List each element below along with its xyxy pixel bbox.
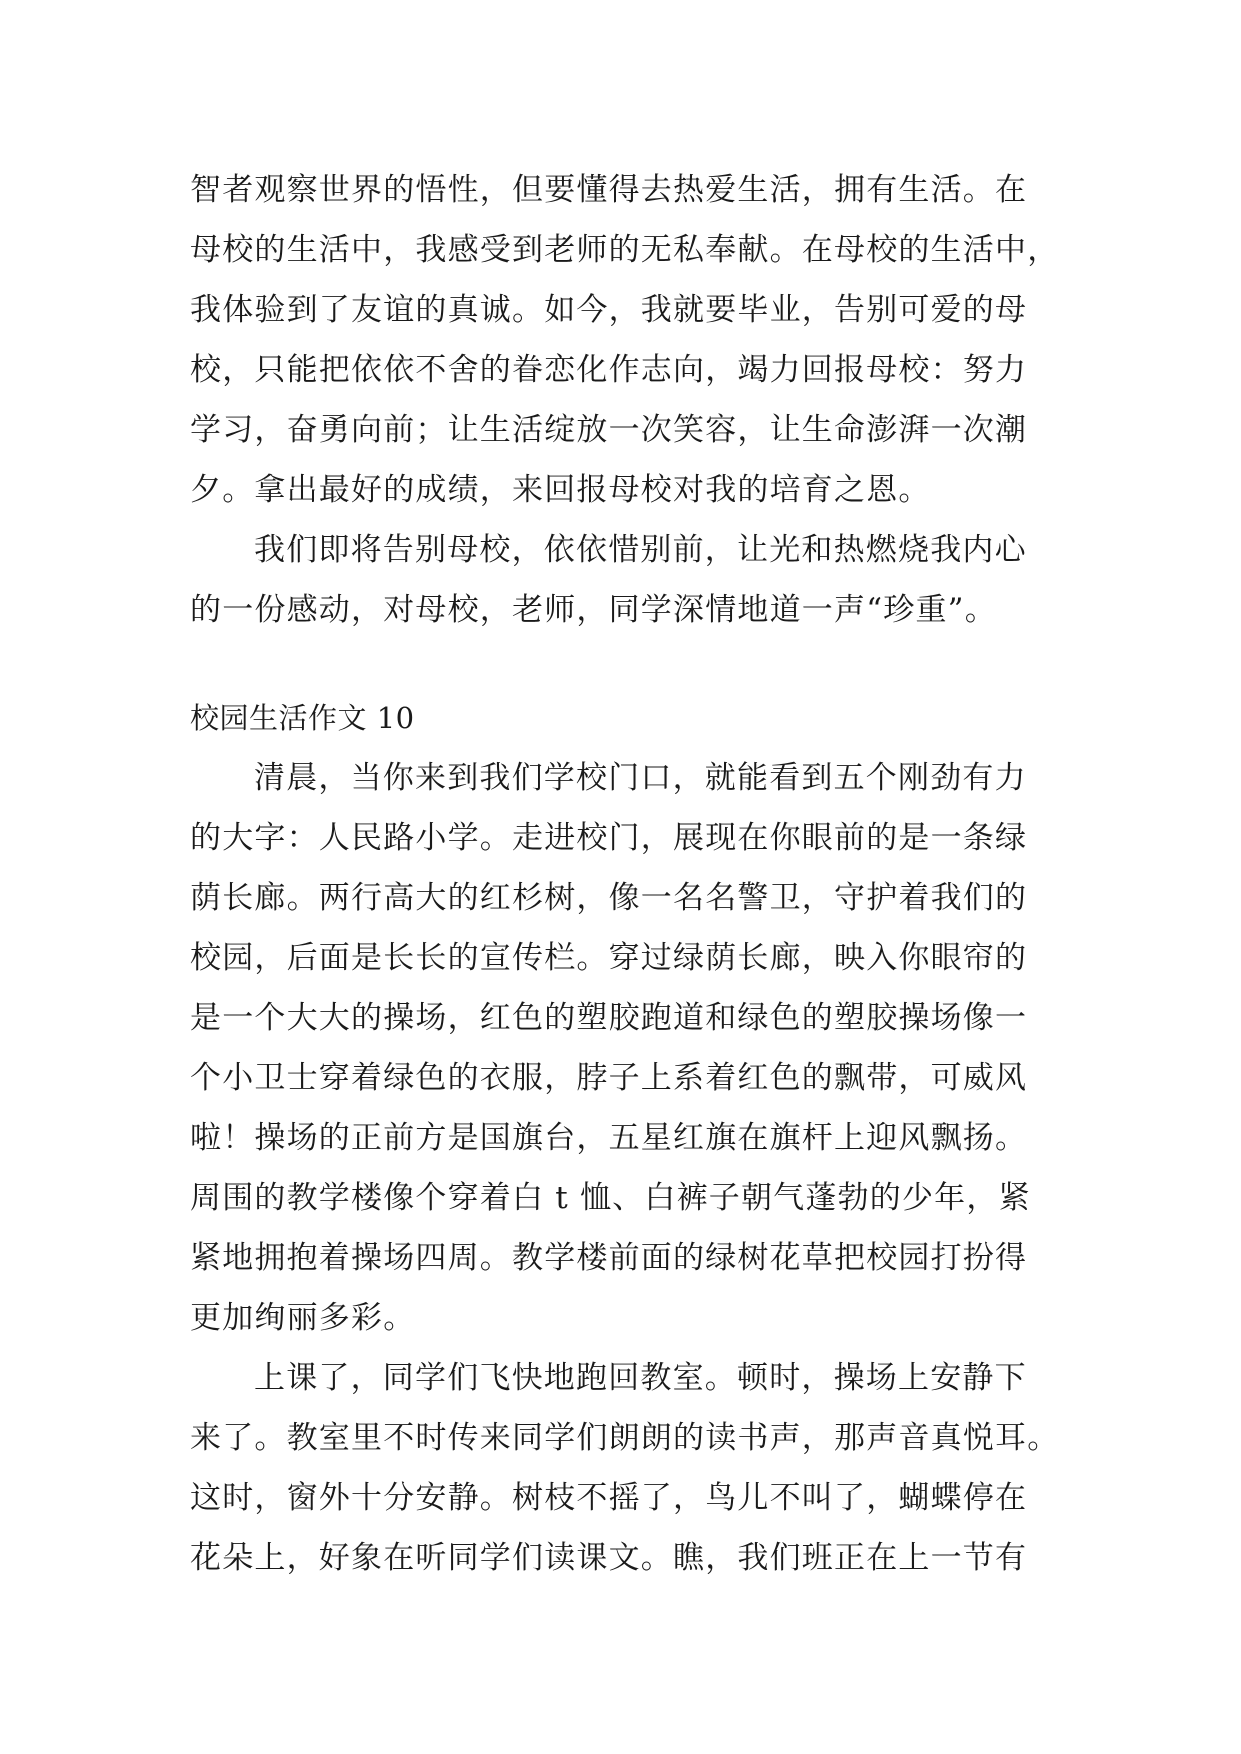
text-line: 校园，后面是长长的宣传栏。穿过绿荫长廊，映入你眼帘的 xyxy=(190,940,1028,976)
text-line: 周围的教学楼像个穿着白 t 恤、白裤子朝气蓬勃的少年，紧 xyxy=(190,1180,1031,1216)
text-line: 母校的生活中，我感受到老师的无私奉献。在母校的生活中， xyxy=(190,232,1060,268)
text-line: 我体验到了友谊的真诚。如今，我就要毕业，告别可爱的母 xyxy=(190,292,1028,328)
text-line: 花朵上，好象在听同学们读课文。瞧，我们班正在上一节有 xyxy=(190,1540,1028,1576)
text-line: 是一个大大的操场，红色的塑胶跑道和绿色的塑胶操场像一 xyxy=(190,1000,1028,1036)
text-line: 紧地拥抱着操场四周。教学楼前面的绿树花草把校园打扮得 xyxy=(190,1240,1028,1276)
text-line: 清晨，当你来到我们学校门口，就能看到五个刚劲有力 xyxy=(254,760,1027,796)
text-line: 更加绚丽多彩。 xyxy=(190,1300,416,1336)
text-line: 上课了，同学们飞快地跑回教室。顿时，操场上安静下 xyxy=(254,1360,1027,1396)
document-page xyxy=(190,160,1070,1588)
text-line: 这时，窗外十分安静。树枝不摇了，鸟儿不叫了，蝴蝶停在 xyxy=(190,1480,1028,1516)
text-line: 来了。教室里不时传来同学们朗朗的读书声，那声音真悦耳。 xyxy=(190,1420,1060,1456)
text-line: 我们即将告别母校，依依惜别前，让光和热燃烧我内心 xyxy=(254,532,1027,568)
text-line: 个小卫士穿着绿色的衣服，脖子上系着红色的飘带，可威风 xyxy=(190,1060,1028,1096)
paragraph-class xyxy=(190,1348,1070,1588)
text-line: 的大字：人民路小学。走进校门，展现在你眼前的是一条绿 xyxy=(190,820,1028,856)
text-line: 啦！操场的正前方是国旗台，五星红旗在旗杆上迎风飘扬。 xyxy=(190,1120,1028,1156)
section-heading: 校园生活作文 10 xyxy=(190,701,415,735)
paragraph-continuation xyxy=(190,160,1070,520)
text-line: 的一份感动，对母校，老师，同学深情地道一声“珍重”。 xyxy=(190,592,997,628)
text-line: 校，只能把依依不舍的眷恋化作志向，竭力回报母校：努力 xyxy=(190,352,1028,388)
paragraph-farewell xyxy=(190,520,1070,640)
text-line: 学习，奋勇向前；让生活绽放一次笑容，让生命澎湃一次潮 xyxy=(190,412,1028,448)
text-line: 智者观察世界的悟性，但要懂得去热爱生活，拥有生活。在 xyxy=(190,172,1028,208)
section-gap xyxy=(190,640,1070,688)
text-line: 荫长廊。两行高大的红杉树，像一名名警卫，守护着我们的 xyxy=(190,880,1028,916)
text-line: 夕。拿出最好的成绩，来回报母校对我的培育之恩。 xyxy=(190,472,931,508)
paragraph-morning xyxy=(190,748,1070,1348)
